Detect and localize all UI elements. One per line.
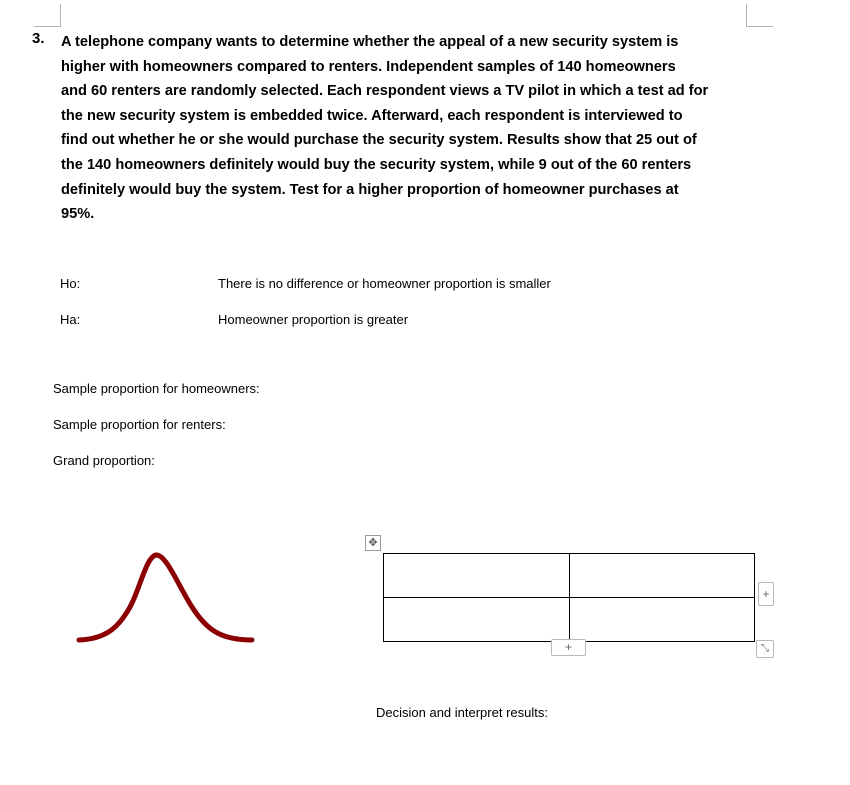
null-hypothesis-text: There is no difference or homeowner proportion is smaller	[218, 276, 551, 291]
problem-line: higher with homeowners compared to renters. Independent samples of 140 homeowners	[61, 58, 676, 75]
renter-proportion-prompt: Sample proportion for renters:	[53, 417, 226, 432]
table-move-handle[interactable]: ✥	[365, 535, 381, 551]
table-cell[interactable]	[569, 554, 755, 598]
null-hypothesis-label: Ho:	[60, 276, 81, 291]
decision-prompt: Decision and interpret results:	[376, 705, 548, 720]
problem-line: 95%.	[61, 206, 95, 223]
add-row-button[interactable]: +	[551, 639, 586, 656]
page-corner-mark-right	[746, 4, 773, 27]
page-corner-mark-left	[34, 4, 61, 27]
homeowner-proportion-prompt: Sample proportion for homeowners:	[53, 381, 260, 396]
problem-line: definitely would buy the system. Test for a higher proportion of homeowner purchases at	[61, 181, 679, 198]
alt-hypothesis-text: Homeowner proportion is greater	[218, 312, 409, 327]
table-row	[384, 598, 755, 642]
table-cell[interactable]	[569, 598, 755, 642]
table-row	[384, 554, 755, 598]
normal-curve-path	[79, 555, 252, 640]
normal-curve-drawing	[70, 545, 260, 650]
problem-line: A telephone company wants to determine whether the appeal of a new security system is	[61, 34, 679, 50]
problem-line: and 60 renters are randomly selected. Each respondent views a TV pilot in which a test ad for	[61, 83, 709, 100]
problem-line: the 140 homeowners definitely would buy the security system, while 9 out of the 60 renters	[61, 156, 692, 173]
grand-proportion-prompt: Grand proportion:	[53, 453, 155, 468]
problem-line: find out whether he or she would purchase the security system. Results show that 25 out of	[61, 132, 697, 149]
alt-hypothesis-label: Ha:	[60, 312, 81, 327]
table-resize-handle[interactable]: ⤡	[756, 640, 774, 658]
question-number: 3.	[32, 30, 45, 47]
table-cell[interactable]	[384, 598, 570, 642]
answer-table[interactable]	[383, 553, 755, 642]
table-cell[interactable]	[384, 554, 570, 598]
add-column-button[interactable]: +	[758, 582, 774, 606]
problem-line: the new security system is embedded twice. Afterward, each respondent is interviewed to	[61, 107, 683, 124]
problem-text	[61, 30, 761, 227]
